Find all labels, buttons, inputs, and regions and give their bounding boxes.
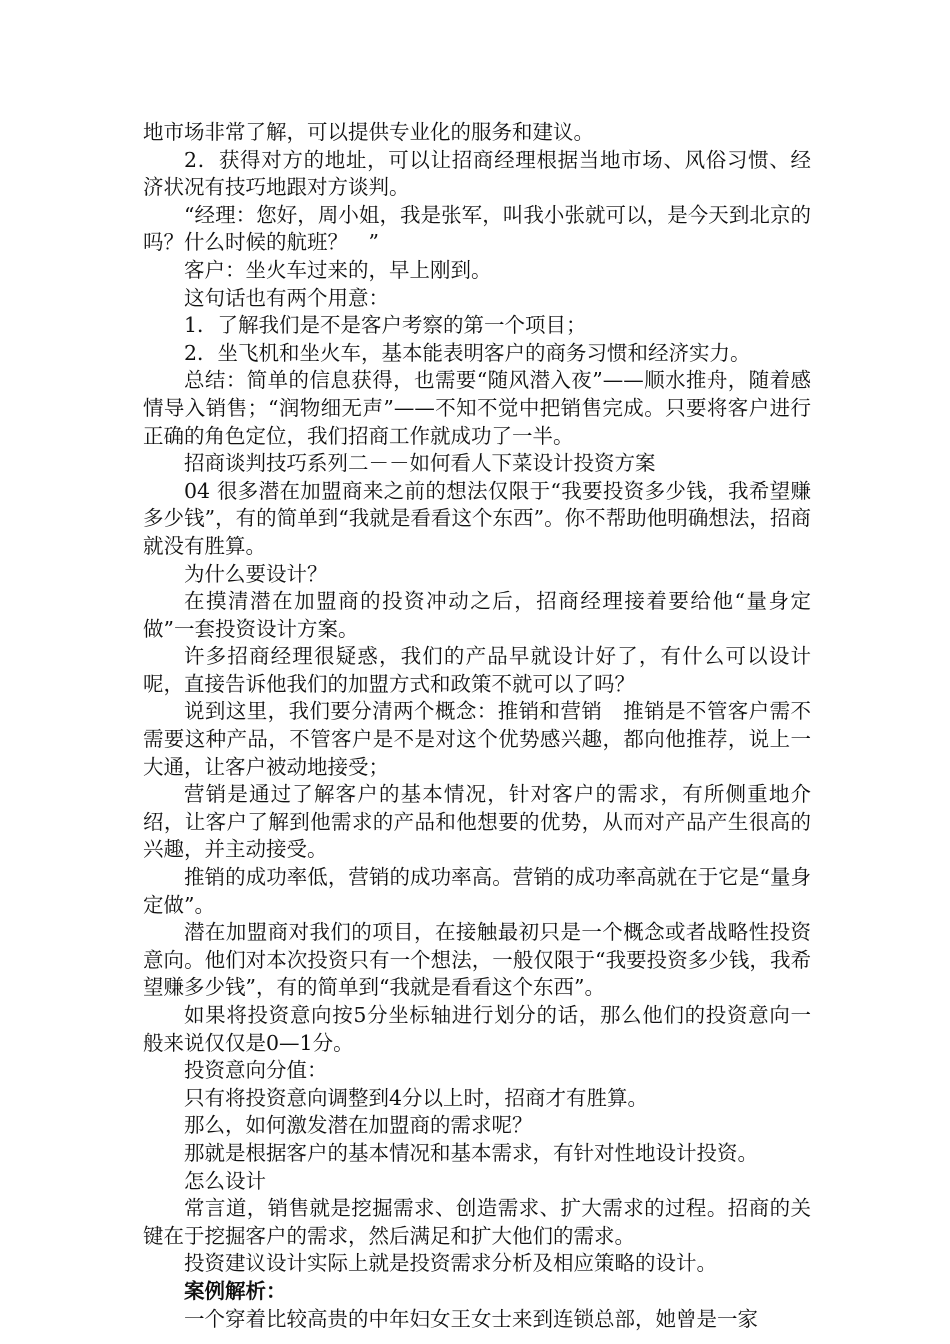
paragraph-27: 一个穿着比较高贵的中年妇女王女士来到连锁总部，她曾是一家	[184, 1306, 758, 1331]
paragraph-19: 投资意向分值：	[184, 1058, 328, 1083]
paragraph-14: 说到这里，我们要分清两个概念：推销和营销 推销是不管客户需不需要这种产品，不管客户是不是对这个优势感兴趣，都向他推荐，说上一大通，让客户被动地接受；	[143, 699, 811, 779]
paragraph-17: 潜在加盟商对我们的项目，在接触最初只是一个概念或者战略性投资意向。他们对本次投资只有一个想法，一般仅限于“我要投资多少钱，我希望赚多少钱”，有的简单到“我就是看看这个东西”。	[143, 920, 811, 1000]
paragraph-21: 那么，如何激发潜在加盟商的需求呢？	[184, 1113, 533, 1138]
paragraph-10: 04 很多潜在加盟商来之前的想法仅限于“我要投资多少钱，我希望赚多少钱”，有的简单到“我就是看看这个东西”。你不帮助他明确想法，招商就没有胜算。	[143, 478, 811, 558]
document-page	[143, 119, 811, 1333]
paragraph-6: 1．了解我们是不是客户考察的第一个项目；	[184, 313, 587, 338]
paragraph-5: 这句话也有两个用意：	[184, 285, 389, 310]
paragraph-4: 客户：坐火车过来的，早上刚到。	[184, 257, 492, 282]
paragraph-25: 投资建议设计实际上就是投资需求分析及相应策略的设计。	[184, 1251, 717, 1276]
paragraph-1: 地市场非常了解，可以提供专业化的服务和建议。	[143, 120, 594, 144]
paragraph-23: 怎么设计	[184, 1168, 266, 1193]
paragraph-15: 营销是通过了解客户的基本情况，针对客户的需求，有所侧重地介绍，让客户了解到他需求的产品和他想要的优势，从而对产品产生很高的兴趣，并主动接受。	[143, 782, 811, 862]
paragraph-7: 2．坐飞机和坐火车，基本能表明客户的商务习惯和经济实力。	[184, 340, 751, 365]
paragraph-8: 总结：简单的信息获得，也需要“随风潜入夜”——顺水推舟，随着感情导入销售；“润物细无声”——不知不觉中把销售完成。只要将客户进行正确的角色定位，我们招商工作就成功了一半。	[143, 368, 811, 448]
paragraph-24: 常言道，销售就是挖掘需求、创造需求、扩大需求的过程。招商的关键在于挖掘客户的需求，然后满足和扩大他们的需求。	[143, 1196, 811, 1248]
paragraph-12: 在摸清潜在加盟商的投资冲动之后，招商经理接着要给他“量身定做”一套投资设计方案。	[143, 589, 811, 641]
paragraph-3: “经理：您好，周小姐，我是张军，叫我小张就可以，是今天到北京的吗？什么时候的航班？ ”	[143, 202, 811, 255]
paragraph-2: 2．获得对方的地址，可以让招商经理根据当地市场、风俗习惯、经济状况有技巧地跟对方谈判。	[143, 147, 811, 200]
paragraph-13: 许多招商经理很疑惑，我们的产品早就设计好了，有什么可以设计呢，直接告诉他我们的加盟方式和政策不就可以了吗？	[143, 644, 811, 696]
paragraph-11: 为什么要设计？	[184, 561, 328, 586]
paragraph-18: 如果将投资意向按5分坐标轴进行划分的话，那么他们的投资意向一般来说仅仅是0—1分。	[143, 1003, 811, 1055]
paragraph-20: 只有将投资意向调整到4分以上时，招商才有胜算。	[184, 1085, 649, 1110]
paragraph-22: 那就是根据客户的基本情况和基本需求，有针对性地设计投资。	[184, 1140, 758, 1165]
paragraph-16: 推销的成功率低，营销的成功率高。营销的成功率高就在于它是“量身定做”。	[143, 865, 811, 917]
case-analysis-heading: 案例解析：	[184, 1278, 287, 1303]
section-heading: 招商谈判技巧系列二－－如何看人下菜设计投资方案	[184, 451, 656, 476]
